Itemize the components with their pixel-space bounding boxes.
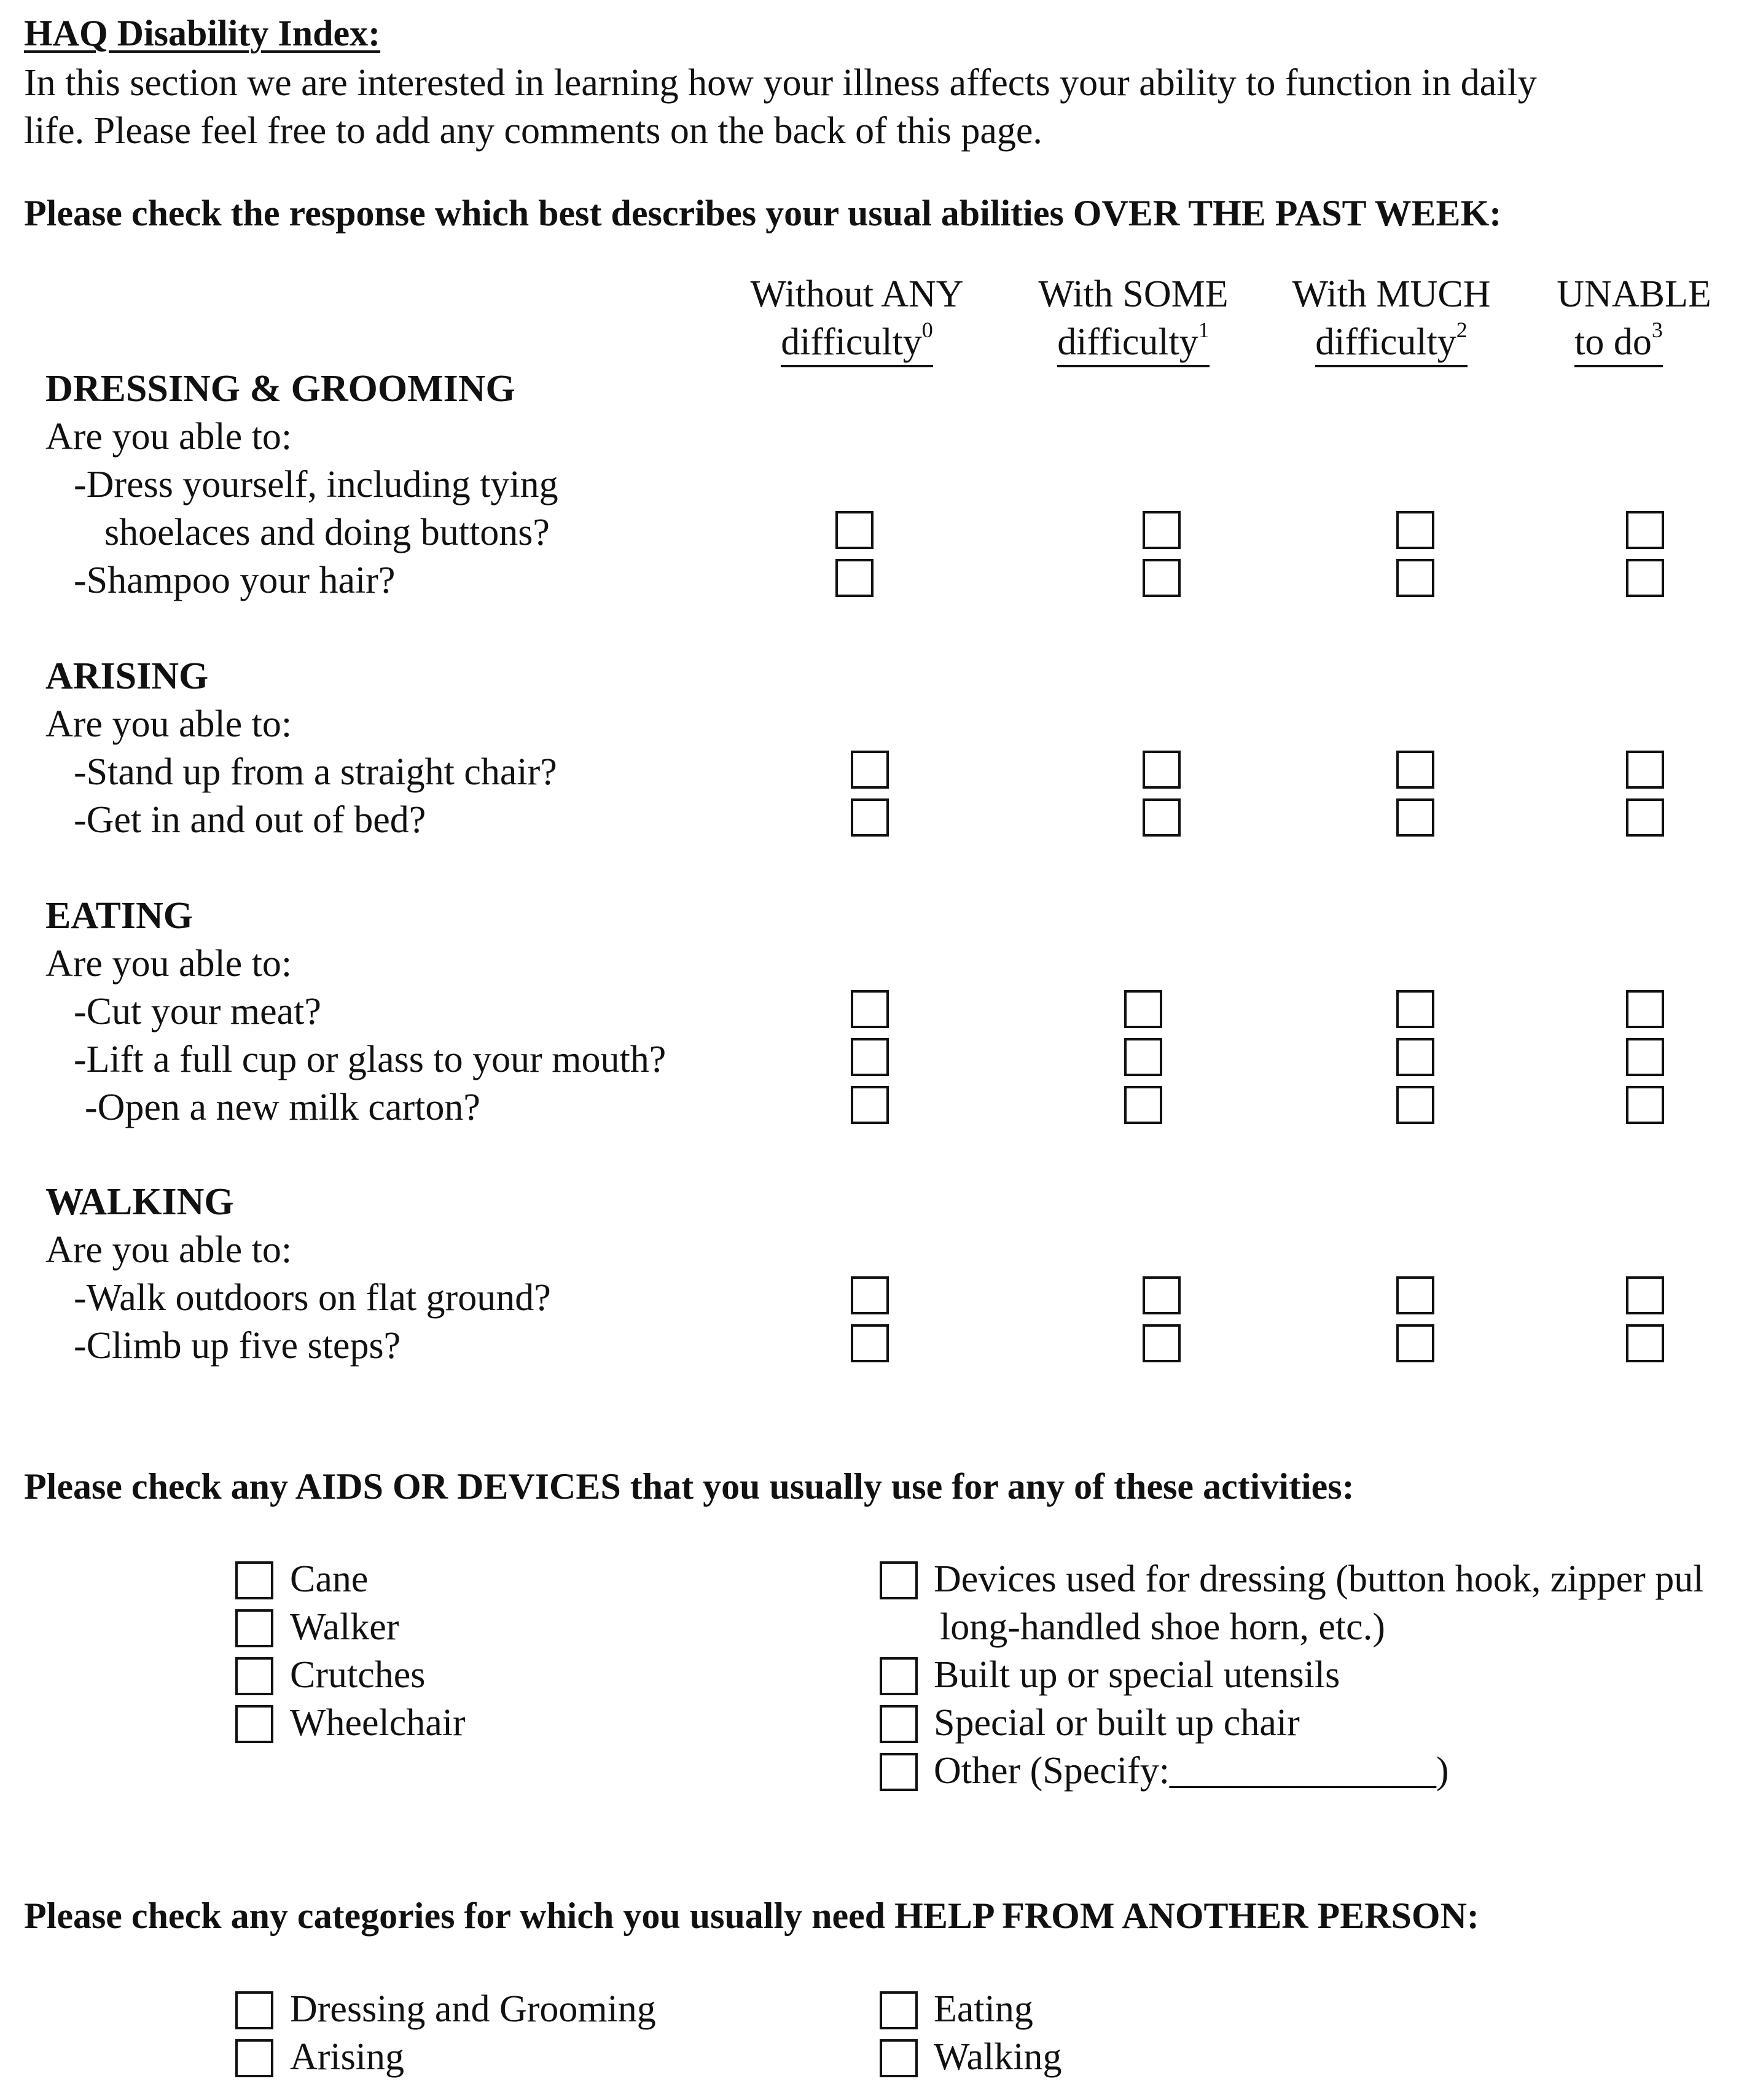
checkbox-shampoo-none[interactable] xyxy=(835,559,874,597)
checkbox-steps-much[interactable] xyxy=(1396,1324,1434,1362)
help-arising-label: Arising xyxy=(290,2036,404,2078)
checkbox-carton-none[interactable] xyxy=(851,1086,889,1124)
checkbox-shampoo-unable[interactable] xyxy=(1626,559,1664,597)
item-open-milk-carton: -Open a new milk carton? xyxy=(85,1087,480,1128)
checkbox-aid-wheelchair[interactable] xyxy=(235,1705,273,1743)
aid-wheelchair-label: Wheelchair xyxy=(290,1702,466,1744)
checkbox-stand-much[interactable] xyxy=(1396,751,1434,789)
item-shampoo-hair: -Shampoo your hair? xyxy=(74,560,396,601)
checkbox-help-walking[interactable] xyxy=(880,2039,918,2077)
instruction-heading: Please check the response which best describes your usual abilities OVER THE PAST WEEK: xyxy=(24,193,1502,233)
checkbox-help-arising[interactable] xyxy=(235,2039,273,2077)
checkbox-aid-walker[interactable] xyxy=(235,1609,273,1647)
section-prompt-eating: Are you able to: xyxy=(45,943,292,985)
form-title: HAQ Disability Index: xyxy=(24,13,381,53)
checkbox-carton-much[interactable] xyxy=(1396,1086,1434,1124)
checkbox-aid-other[interactable] xyxy=(880,1753,918,1791)
checkbox-aid-crutches[interactable] xyxy=(235,1657,273,1695)
section-prompt-arising: Are you able to: xyxy=(45,703,292,745)
item-walk-outdoors: -Walk outdoors on flat ground? xyxy=(74,1277,551,1319)
checkbox-steps-some[interactable] xyxy=(1143,1324,1181,1362)
column-header-unable: UNABLE to $do^3$ xyxy=(1530,270,1738,367)
checkbox-cut-unable[interactable] xyxy=(1626,990,1664,1028)
checkbox-aid-cane[interactable] xyxy=(235,1561,273,1599)
checkbox-bed-much[interactable] xyxy=(1396,798,1434,837)
intro-line-1: In this section we are interested in learning how your illness affects your ability to function in daily xyxy=(24,62,1537,104)
help-heading: Please check any categories for which you usually need HELP FROM ANOTHER PERSON: xyxy=(24,1895,1479,1936)
checkbox-cut-none[interactable] xyxy=(851,990,889,1028)
checkbox-cut-much[interactable] xyxy=(1396,990,1434,1028)
item-lift-cup: -Lift a full cup or glass to your mouth? xyxy=(74,1039,666,1080)
aid-dressing-devices-label-cont: long-handled shoe horn, etc.) xyxy=(940,1606,1385,1648)
checkbox-bed-unable[interactable] xyxy=(1626,798,1664,837)
checkbox-carton-some[interactable] xyxy=(1124,1086,1162,1124)
checkbox-shampoo-much[interactable] xyxy=(1396,559,1434,597)
section-heading-dressing: DRESSING & GROOMING xyxy=(45,368,515,410)
column-header-some-difficulty: With SOME difficulty$^1$ xyxy=(1020,270,1247,367)
checkbox-aid-chair[interactable] xyxy=(880,1705,918,1743)
checkbox-cup-some[interactable] xyxy=(1124,1038,1162,1076)
checkbox-help-eating[interactable] xyxy=(880,1991,918,2029)
aid-dressing-devices-label: Devices used for dressing (button hook, zipper pul xyxy=(934,1558,1704,1600)
checkbox-dress-some[interactable] xyxy=(1143,511,1181,549)
checkbox-walk-some[interactable] xyxy=(1143,1276,1181,1314)
intro-line-2: life. Please feel free to add any comments on the back of this page. xyxy=(24,110,1042,152)
checkbox-help-dressing[interactable] xyxy=(235,1991,273,2029)
item-get-in-out-bed: -Get in and out of bed? xyxy=(74,799,426,841)
help-eating-label: Eating xyxy=(934,1988,1033,2030)
checkbox-aid-utensils[interactable] xyxy=(880,1657,918,1695)
item-climb-steps: -Climb up five steps? xyxy=(74,1325,401,1367)
checkbox-cut-some[interactable] xyxy=(1124,990,1162,1028)
checkbox-dress-none[interactable] xyxy=(835,511,874,549)
column-header-no-difficulty: Without ANY difficulty$^0$ xyxy=(734,270,980,367)
aids-heading: Please check any AIDS OR DEVICES that you usually use for any of these activities: xyxy=(24,1466,1354,1507)
aid-crutches-label: Crutches xyxy=(290,1654,426,1696)
checkbox-stand-unable[interactable] xyxy=(1626,751,1664,789)
checkbox-dress-much[interactable] xyxy=(1396,511,1434,549)
section-heading-arising: ARISING xyxy=(45,655,209,697)
checkbox-carton-unable[interactable] xyxy=(1626,1086,1664,1124)
checkbox-cup-much[interactable] xyxy=(1396,1038,1434,1076)
checkbox-walk-much[interactable] xyxy=(1396,1276,1434,1314)
help-dressing-label: Dressing and Grooming xyxy=(290,1988,656,2030)
section-heading-eating: EATING xyxy=(45,895,194,937)
checkbox-bed-some[interactable] xyxy=(1143,798,1181,837)
checkbox-aid-dressing-devices[interactable] xyxy=(880,1561,918,1599)
checkbox-steps-unable[interactable] xyxy=(1626,1324,1664,1362)
checkbox-dress-unable[interactable] xyxy=(1626,511,1664,549)
checkbox-cup-unable[interactable] xyxy=(1626,1038,1664,1076)
aid-cane-label: Cane xyxy=(290,1558,369,1600)
aid-chair-label: Special or built up chair xyxy=(934,1702,1300,1744)
section-prompt-walking: Are you able to: xyxy=(45,1229,292,1271)
aid-other-label: Other (Specify:______________) xyxy=(934,1750,1449,1792)
item-dress-yourself-cont: shoelaces and doing buttons? xyxy=(104,512,550,553)
column-header-much-difficulty: With MUCH difficulty$^2$ xyxy=(1278,270,1505,367)
checkbox-bed-none[interactable] xyxy=(851,798,889,837)
item-cut-meat: -Cut your meat? xyxy=(74,991,321,1032)
checkbox-walk-none[interactable] xyxy=(851,1276,889,1314)
section-heading-walking: WALKING xyxy=(45,1181,234,1223)
section-prompt-dressing: Are you able to: xyxy=(45,416,292,458)
checkbox-walk-unable[interactable] xyxy=(1626,1276,1664,1314)
aid-utensils-label: Built up or special utensils xyxy=(934,1654,1340,1696)
item-dress-yourself: -Dress yourself, including tying xyxy=(74,464,558,505)
help-walking-label: Walking xyxy=(934,2036,1062,2078)
checkbox-steps-none[interactable] xyxy=(851,1324,889,1362)
item-stand-up-chair: -Stand up from a straight chair? xyxy=(74,751,557,793)
checkbox-cup-none[interactable] xyxy=(851,1038,889,1076)
checkbox-stand-some[interactable] xyxy=(1143,751,1181,789)
aid-walker-label: Walker xyxy=(290,1606,399,1648)
checkbox-shampoo-some[interactable] xyxy=(1143,559,1181,597)
checkbox-stand-none[interactable] xyxy=(851,751,889,789)
